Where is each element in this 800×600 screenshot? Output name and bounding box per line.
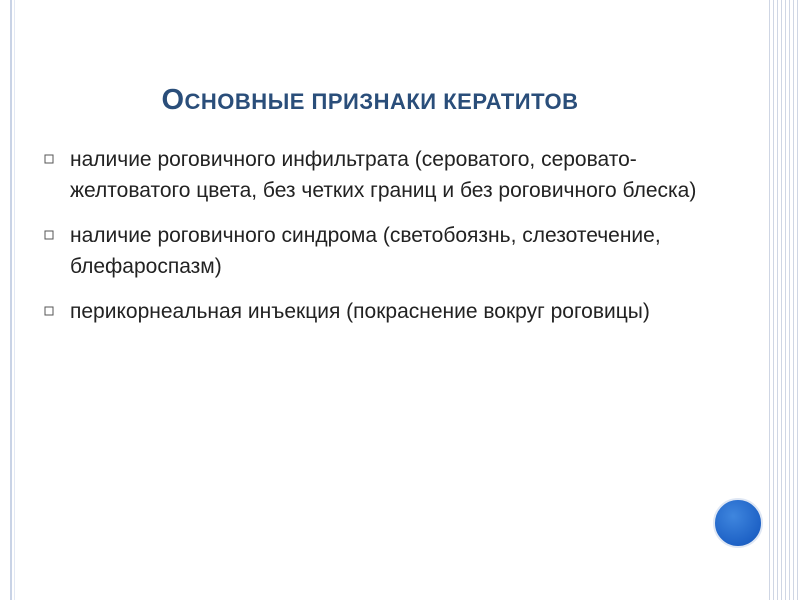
hollow-square-bullet-icon	[44, 154, 54, 164]
list-item	[38, 144, 698, 206]
slide-title-initial: О	[161, 84, 185, 116]
hollow-square-bullet-icon	[44, 306, 54, 316]
left-frame-line	[10, 0, 12, 600]
slide-title	[60, 84, 680, 117]
bullet-text: наличие роговичного инфильтрата (сероватого, серовато-желтоватого цвета, без четких границ и без роговичного блеска)	[70, 148, 697, 202]
left-frame-line-inner	[14, 0, 15, 600]
bullet-text: перикорнеальная инъекция (покраснение вокруг роговицы)	[70, 300, 650, 323]
hollow-square-bullet-icon	[44, 230, 54, 240]
bullet-list	[38, 144, 698, 341]
list-item	[38, 220, 698, 282]
slide-title-rest: СНОВНЫЕ ПРИЗНАКИ КЕРАТИТОВ	[184, 89, 579, 114]
bullet-text: наличие роговичного синдрома (светобоязнь, слезотечение, блефароспазм)	[70, 224, 661, 278]
list-item	[38, 296, 698, 327]
decorative-blue-circle	[713, 498, 763, 548]
right-striped-decoration	[766, 0, 800, 600]
